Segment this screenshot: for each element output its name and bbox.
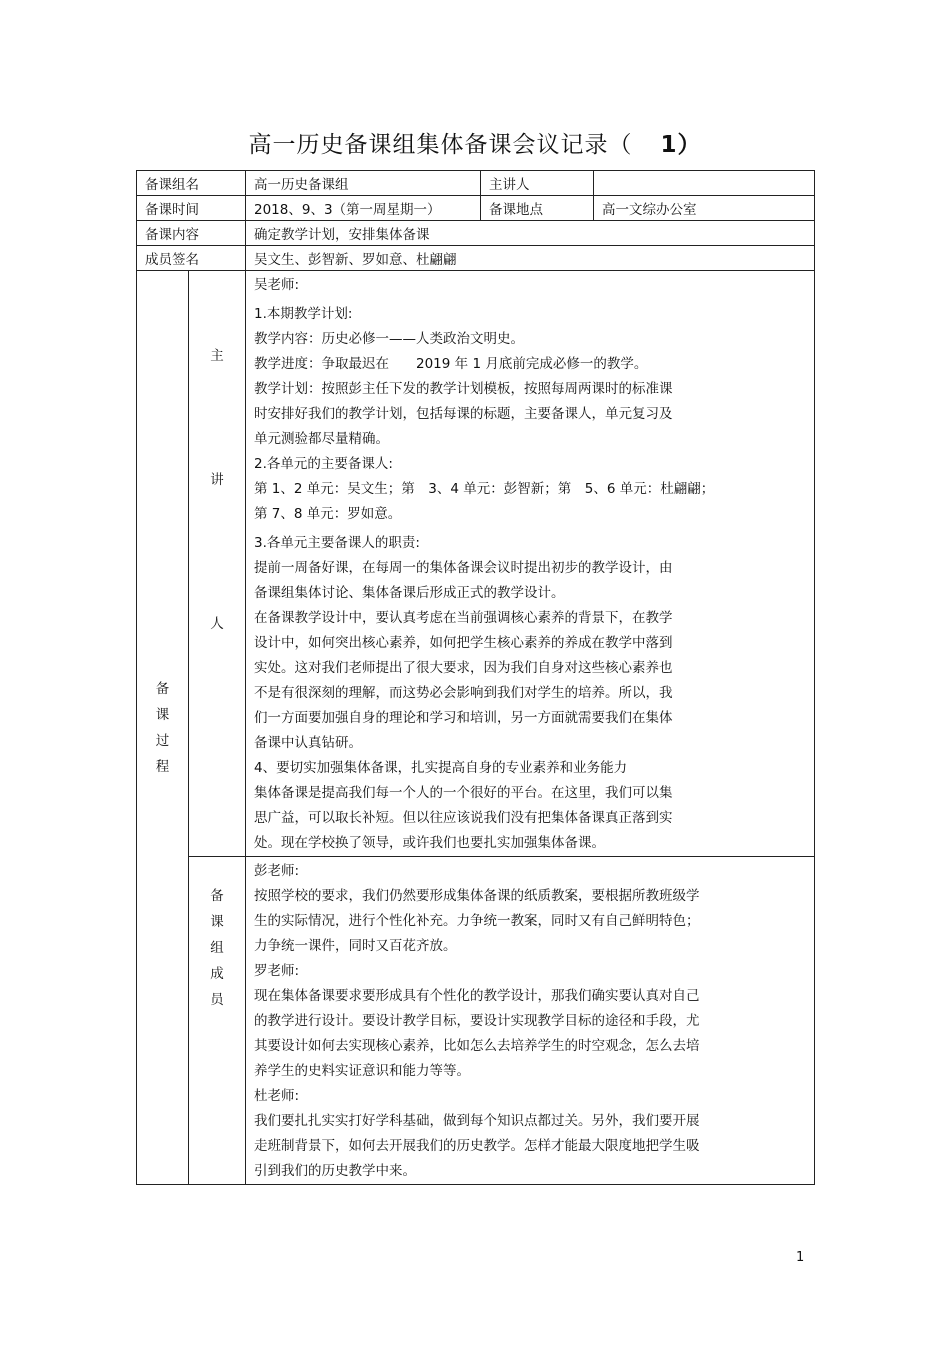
speaker-char: 人 [210,616,224,632]
note-line: 第 7、8 单元：罗如意。 [254,506,402,522]
note-line: 教学内容：历史必修一——人类政治文明史。 [254,331,524,347]
note-line: 现在集体备课要求要形成具有个性化的教学设计，那我们确实要认真对自己 [254,988,700,1004]
time-label: 备课时间 [137,196,246,221]
note-line: 的教学进行设计。要设计教学目标，要设计实现教学目标的途径和手段，尤 [254,1013,700,1029]
group-value: 高一历史备课组 [246,171,481,196]
note-line: 时安排好我们的教学计划，包括每课的标题，主要备课人，单元复习及 [254,406,673,422]
speaker-value [594,171,815,196]
place-value: 高一文综办公室 [594,196,815,221]
note-line: 引到我们的历史教学中来。 [254,1163,416,1179]
note-line: 我们要扎扎实实打好学科基础，做到每个知识点都过关。另外，我们要开展 [254,1113,700,1129]
note-line: 2.各单元的主要备课人: [254,456,393,472]
speaker-char: 主 [210,348,224,364]
note-line: 力争统一课件，同时又百花齐放。 [254,938,457,954]
note-line: 设计中，如何突出核心素养，如何把学生核心素养的养成在教学中落到 [254,635,673,651]
time-value: 2018、9、3（第一周星期一） [246,196,481,221]
members-value: 吴文生、彭智新、罗如意、杜翩翩 [246,246,815,271]
members-notes [246,857,815,1185]
note-line: 4、要切实加强集体备课，扎实提高自身的专业素养和业务能力 [254,760,628,776]
speaker-char: 讲 [210,472,224,488]
note-line: 在备课教学设计中，要认真考虑在当前强调核心素养的背景下，在教学 [254,610,673,626]
note-line: 1.本期教学计划: [254,306,353,322]
title-number: 1） [660,132,702,158]
row-speaker-section [137,271,815,857]
page-title [0,126,950,159]
meeting-record-table [136,170,815,1185]
note-line: 生的实际情况，进行个性化补充。力争统一教案，同时又有自己鲜明特色； [254,913,700,929]
members-label: 成员签名 [137,246,246,271]
note-line: 处。现在学校换了领导，或许我们也要扎实加强集体备课。 [254,835,605,851]
note-line: 走班制背景下，如何去开展我们的历史教学。怎样才能最大限度地把学生吸 [254,1138,700,1154]
process-label [137,271,189,1185]
note-line: 养学生的史料实证意识和能力等等。 [254,1063,470,1079]
note-line: 3.各单元主要备课人的职责: [254,535,420,551]
speaker-label: 主讲人 [481,171,594,196]
note-line: 教学计划：按照彭主任下发的教学计划模板，按照每周两课时的标准课 [254,381,673,397]
members-char: 成 [210,966,224,982]
row-content [137,221,815,246]
note-line: 教学进度：争取最迟在 2019 年 1 月底前完成必修一的教学。 [254,356,648,372]
members-char: 课 [210,914,224,930]
note-line: 集体备课是提高我们每一个人的一个很好的平台。在这里，我们可以集 [254,785,673,801]
note-line: 们一方面要加强自身的理论和学习和培训，另一方面就需要我们在集体 [254,710,673,726]
note-line: 按照学校的要求，我们仍然要形成集体备课的纸质教案，要根据所教班级学 [254,888,700,904]
note-line: 备课中认真钻研。 [254,735,362,751]
process-char: 过 [155,732,170,749]
page-number: 1 [796,1250,805,1265]
note-line: 单元测验都尽量精确。 [254,431,389,447]
members-section-label [189,857,246,1185]
speaker-section-label [189,271,246,857]
members-char: 员 [210,992,224,1008]
members-char: 组 [210,940,224,956]
members-char: 备 [210,888,224,904]
place-label: 备课地点 [481,196,594,221]
note-line: 第 1、2 单元：吴文生；第 3、4 单元：彭智新；第 5、6 单元：杜翩翩； [254,481,715,497]
note-line: 其要设计如何去实现核心素养，比如怎么去培养学生的时空观念，怎么去培 [254,1038,700,1054]
content-label: 备课内容 [137,221,246,246]
group-label: 备课组名 [137,171,246,196]
note-line: 杜老师: [254,1088,300,1104]
note-line: 提前一周备好课，在每周一的集体备课会议时提出初步的教学设计，由 [254,560,673,576]
speaker-notes [246,271,815,857]
note-line: 思广益，可以取长补短。但以往应该说我们没有把集体备课真正落到实 [254,810,673,826]
note-line: 吴老师: [254,277,300,293]
note-line: 罗老师: [254,963,300,979]
row-group [137,171,815,196]
content-value: 确定教学计划，安排集体备课 [246,221,815,246]
note-line: 不是有很深刻的理解，而这势必会影响到我们对学生的培养。所以，我 [254,685,673,701]
note-line: 彭老师: [254,863,300,879]
process-char: 课 [155,706,170,723]
row-members-section [137,857,815,1185]
note-line: 备课组集体讨论、集体备课后形成正式的教学设计。 [254,585,565,601]
process-char: 程 [155,758,170,775]
note-line: 实处。这对我们老师提出了很大要求，因为我们自身对这些核心素养也 [254,660,673,676]
title-text: 高一历史备课组集体备课会议记录（ [248,132,633,158]
row-time [137,196,815,221]
process-char: 备 [155,680,170,697]
row-members [137,246,815,271]
